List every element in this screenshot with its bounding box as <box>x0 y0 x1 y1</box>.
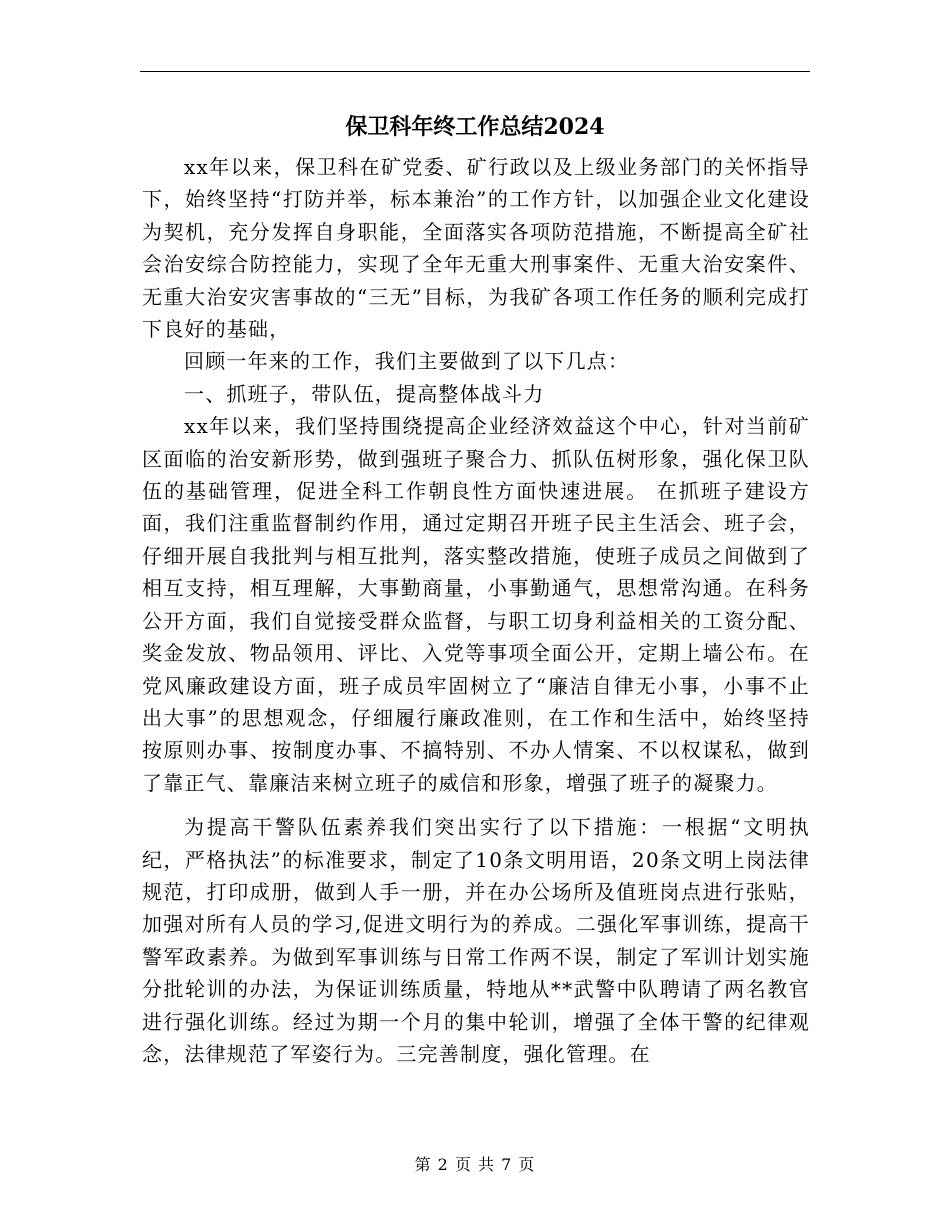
paragraph-police-quality: 为提高干警队伍素养我们突出实行了以下措施：一根据“文明执纪，严格执法”的标准要求，制定了10条文明用语，20条文明上岗法律规范，打印成册，做到人手一册，并在办公场所及值班岗点进行张贴，加强对所有人员的学习,促进文明行为的养成。二强化军事训练，提高干警军政素养。为做到军事训练与日常工作两不误，制定了军训计划实施分批轮训的办法，为保证训练质量，特地从**武警中队聘请了两名教官进行强化训练。经过为期一个月的集中轮训，增强了全体干警的纪律观念，法律规范了军姿行为。三完善制度，强化管理。在 <box>142 815 810 1066</box>
paragraph-intro: xx年以来，保卫科在矿党委、矿行政以及上级业务部门的关怀指导下，始终坚持“打防并举，标本兼治”的工作方针，以加强企业文化建设为契机，充分发挥自身职能，全面落实各项防范措施，不断提高全矿社会治安综合防控能力，实现了全年无重大刑事案件、无重大治安案件、无重大治安灾害事故的“三无”目标，为我矿各项工作任务的顺利完成打下良好的基础， <box>142 155 810 342</box>
page-number: 第 2 页 共 7 页 <box>414 1155 536 1174</box>
section-heading-1: 一、抓班子，带队伍，提高整体战斗力 <box>184 381 545 406</box>
document-title: 保卫科年终工作总结2024 <box>345 114 605 140</box>
document-body <box>142 151 810 1070</box>
header-rule <box>140 71 810 72</box>
paragraph-review: 回顾一年来的工作，我们主要做到了以下几点： <box>184 349 630 374</box>
paragraph-team-building: xx年以来，我们坚持围绕提高企业经济效益这个中心，针对当前矿区面临的治安新形势，做到强班子聚合力、抓队伍树形象，强化保卫队伍的基础管理，促进全科工作朝良性方面快速进展。 在抓班子建设方面，我们注重监督制约作用，通过定期召开班子民主生活会、班子会，仔细开展自我批判与相互批判，落实整改措施，使班子成员之间做到了相互支持，相互理解，大事勤商量，小事勤通气，思想常沟通。在科务公开方面，我们自觉接受群众监督，与职工切身利益相关的工资分配、奖金发放、物品领用、评比、入党等事项全面公开，定期上墙公布。在党风廉政建设方面，班子成员牢固树立了“廉洁自律无小事，小事不止出大事”的思想观念，仔细履行廉政准则，在工作和生活中，始终坚持按原则办事、按制度办事、不搞特别、不办人情案、不以权谋私，做到了靠正气、靠廉洁来树立班子的威信和形象，增强了班子的凝聚力。 <box>142 414 810 795</box>
